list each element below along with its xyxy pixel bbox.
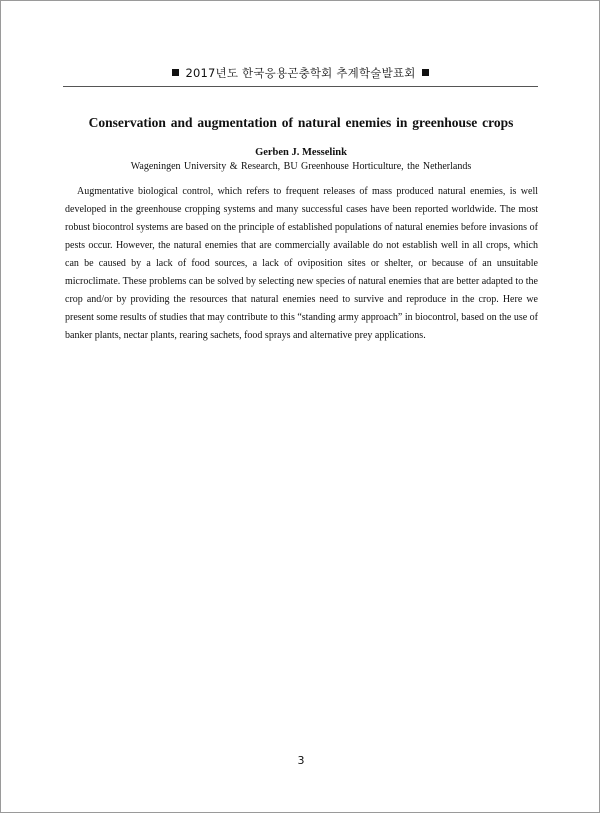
square-bullet-icon [172, 69, 179, 76]
square-bullet-icon [422, 69, 429, 76]
abstract-paragraph: Augmentative biological control, which refers to frequent releases of mass produced natural enemies, is well developed in the greenhouse cropping systems and many successful cases have been reported worldwide. The most robust biocontrol systems are based on the principle of established populations of natural enemies before invasions of pests occur. However, the natural enemies that are commercially available do not establish well in all crops, which can be caused by a lack of food sources, a lack of oviposition sites or shelter, or because of an unsuitable microclimate. These problems can be solved by selecting new species of natural enemies that are better adapted to the crop and/or by providing the resources that natural enemies need to survive and reproduce in the crop. Here we present some results of studies that may contribute to this “standing army approach” in biocontrol, based on the use of banker plants, nectar plants, rearing sachets, food sprays and alternative prey applications. [65, 186, 538, 341]
paper-title: Conservation and augmentation of natural enemies in greenhouse crops [88, 115, 514, 130]
header-text: 2017년도 한국응용곤충학회 추계학술발표회 [185, 66, 416, 80]
header-divider [63, 86, 538, 87]
running-header [63, 65, 538, 81]
paper-author: Gerben J. Messelink [255, 147, 347, 158]
author-affiliation: Wageningen University & Research, BU Greenhouse Horticulture, the Netherlands [130, 161, 472, 172]
page-number: 3 [297, 754, 305, 767]
